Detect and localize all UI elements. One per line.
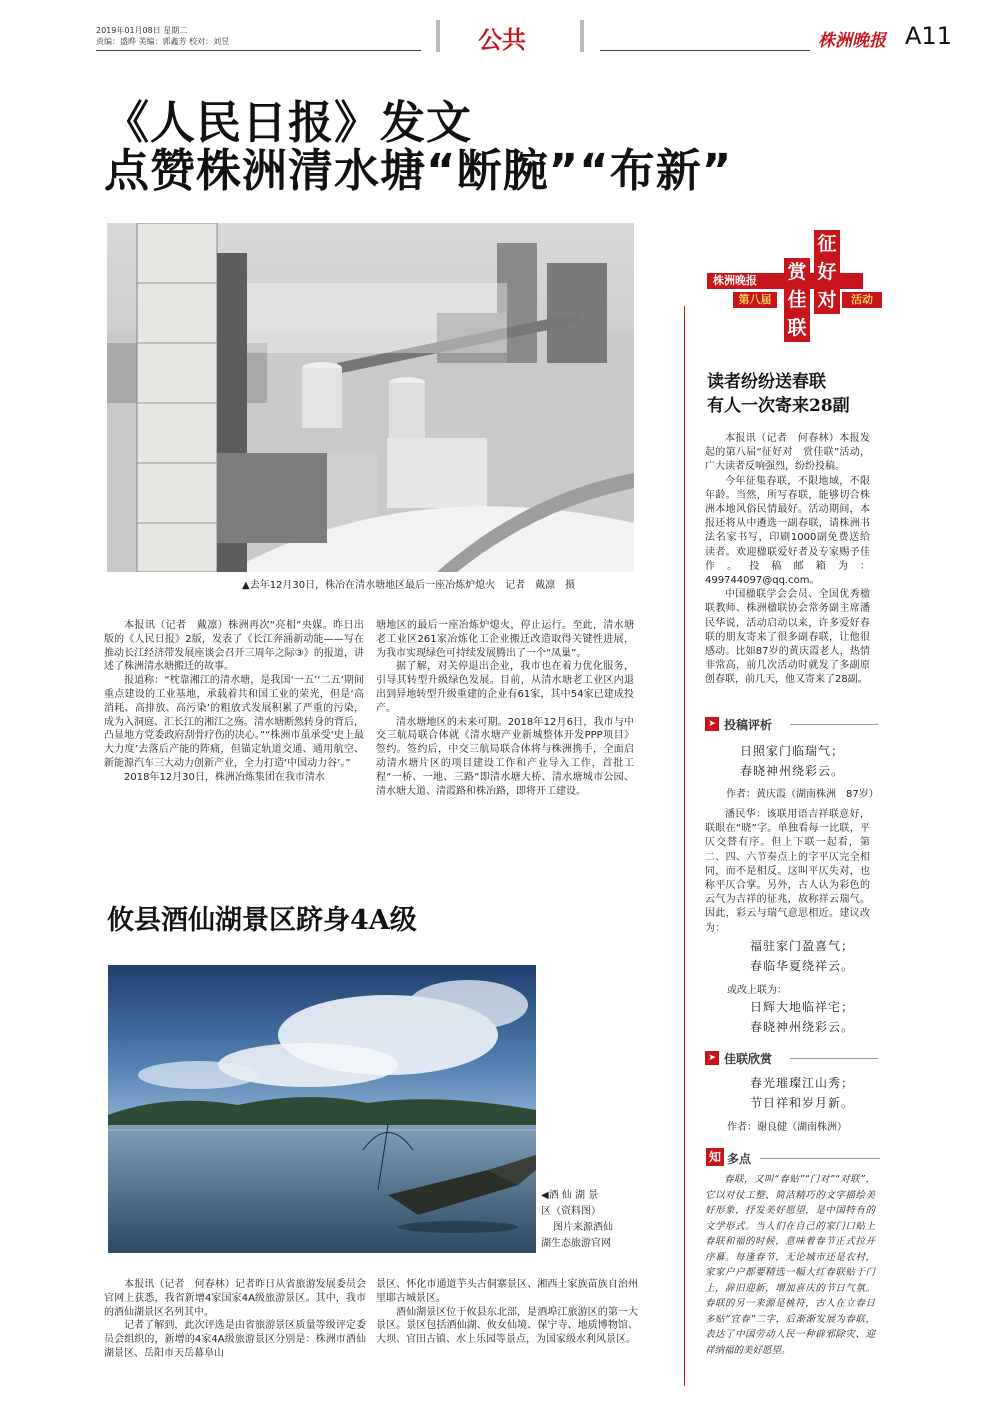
knowledge-rule xyxy=(760,1158,880,1159)
headline-line-1: 《人民日报》发文 xyxy=(104,96,473,149)
couplet-1-lower: 春晓神州绕彩云。 xyxy=(740,764,845,778)
couplet-4-lower: 节日祥和岁月新。 xyxy=(750,1096,855,1110)
campaign-seal-right xyxy=(814,230,840,314)
seal-char-5: 佳 xyxy=(787,289,807,311)
review-tag-label: 投稿评析 xyxy=(724,717,773,732)
lake-photo xyxy=(108,965,536,1253)
sidebar-headline-2: 有人一次寄来28副 xyxy=(707,396,850,416)
paper-logo: 株洲晚报 xyxy=(818,31,886,51)
review-text xyxy=(705,808,870,936)
article2-column-2 xyxy=(376,1278,638,1347)
campaign-banner-top: 株洲晚报 xyxy=(707,273,863,289)
couplet-1-author: 作者：黄庆霞（湖南株洲 87岁） xyxy=(726,789,879,800)
article2-col2-p1: 景区、怀化市通道芋头古侗寨景区、湘西土家族苗族自治州里耶古城景区。 xyxy=(376,1279,638,1304)
lake-caption-4: 湖生态旅游官网 xyxy=(541,1238,611,1249)
editor-credits: 责编：盛晔 美编：郭鑫芳 校对：刘昱 xyxy=(96,37,230,46)
seal-char-3: 对 xyxy=(817,289,837,311)
header-rule-left xyxy=(96,50,421,51)
knowledge-label: 多点 xyxy=(727,1152,752,1166)
article1-column-1 xyxy=(104,619,364,785)
article1-col1-p3: 2018年12月30日，株洲冶炼集团在我市清水 xyxy=(124,771,325,783)
article2-col1-p1: 本报讯（记者 何春林）记者昨日从省旅游发展委员会官网上获悉，我省新增4家国家4A级旅游景区。其中，我市的酒仙湖景区名列其中。 xyxy=(104,1279,366,1318)
article1-col2-p2: 据了解，对关停退出企业，我市也在着力优化服务，引导其转型升级绿色发展。目前，从清水塘老工业区内退出到异地转型升级重建的企业有61家，其中54家已建成投产。 xyxy=(376,661,634,714)
campaign-seal-left xyxy=(784,258,810,342)
article2-column-1 xyxy=(104,1278,366,1361)
sidebar-rule xyxy=(684,306,685,1386)
couplet-4-author: 作者：谢良健（湖南株洲） xyxy=(727,1122,847,1133)
sidebar-intro xyxy=(705,432,870,688)
arrow-icon: ➤ xyxy=(705,717,719,731)
couplet-3-lower: 春晓神州绕彩云。 xyxy=(750,1020,855,1034)
appreciate-tag-rule xyxy=(790,1058,878,1059)
smelter-photo-art xyxy=(107,223,634,572)
couplet-2-upper: 福驻家门盈喜气； xyxy=(750,939,855,953)
article2-headline: 攸县酒仙湖景区跻身4A级 xyxy=(107,905,417,936)
knowledge-text: 春联，又叫“春贴”“门对”“对联”，它以对仗工整、简洁精巧的文字描绘美好形象，抒发美好愿望，是中国特有的文学形式。当人们在自己的家门口贴上春联和福的时候，意味着春节正式拉开序幕。每逢春节，无论城市还是农村，家家户户都要精选一幅大红春联贴于门上，辞旧迎新，增加喜庆的节日气氛。春联的另一来源是桃符，古人在立春日多贴“宜春”二字，后渐渐发展为春联，表达了中国劳动人民一种辟邪除灾、迎祥纳福的美好愿望。 xyxy=(705,1174,875,1356)
appreciate-tag-label: 佳联欣赏 xyxy=(724,1051,773,1066)
review-tag-rule xyxy=(790,724,878,725)
issue-date: 2019年01月08日 星期二 xyxy=(96,26,188,35)
sidebar-headline-1: 读者纷纷送春联 xyxy=(707,372,826,392)
article1-col2-p1: 塘地区的最后一座冶炼炉熄火，停止运行。至此，清水塘老工业区261家冶炼化工企业搬迁改造取得关键性进展，为我市实现绿色可持续发展腾出了一个“凤巢”。 xyxy=(376,620,634,659)
page-number: A11 xyxy=(905,22,952,50)
couplet-1-upper: 日照家门临瑞气； xyxy=(740,744,845,758)
campaign-banner-edition: 第八届 xyxy=(733,292,777,308)
seal-char-6: 联 xyxy=(787,317,807,339)
couplet-2-lower: 春临华夏绕祥云。 xyxy=(750,959,855,973)
sidebar-intro-p3: 中国楹联学会会员、全国优秀楹联教师、株洲楹联协会常务副主席潘民华说，活动启动以来，许多爱好春联的朋友寄来了很多副春联，让他很感动。比如87岁的黄庆霞老人，热情非常高，前几次活动时就发了多副原创春联，前几天，他又寄来了28副。 xyxy=(705,589,870,686)
review-text-p1: 潘民华：该联用语吉祥联意好，联眼在“晓”字。单独看每一比联，平仄交替有序。但上下联一起看，第二、四、六节奏点上的字平仄完全相同，而不是相反。这叫平仄失对，也称平仄合掌。另外，古人认为彩色的云气为吉祥的征兆，故称祥云瑞气。因此，彩云与瑞气意思相近。建议改为： xyxy=(705,809,870,934)
arrow-icon: ➤ xyxy=(705,1051,719,1065)
seal-char-4: 赏 xyxy=(787,261,807,283)
couplet-4-upper: 春光璀璨江山秀； xyxy=(750,1076,855,1090)
sidebar-intro-p1: 本报讯（记者 何春林）本报发起的第八届“征好对 赏佳联”活动，广大读者反响强烈，纷纷投稿。 xyxy=(705,433,870,473)
lake-caption-2: 区（资料图） xyxy=(541,1206,601,1217)
lake-caption-3: 图片来源酒仙 xyxy=(553,1222,613,1233)
article1-col1-p2: 报道称：“枕靠湘江的清水塘，是我国‘一五’‘二五’期间重点建设的工业基地，承载着共和国工业的荣光，但是‘高消耗、高排放、高污染’的粗放式发展积累了严重的污染，成为入洞庭、汇长江的湘江之殇。清水塘断然转身的背后，凸显地方党委政府刮骨疗伤的决心。”“株洲市虽承受‘史上最大力度’去落后产能的阵痛，但锚定轨道交通、通用航空、新能源汽车三大动力创新产业，全力打造‘中国动力谷’。” xyxy=(104,675,364,769)
lake-caption-1: ◀酒 仙 湖 景 xyxy=(541,1190,599,1201)
header-divider-right xyxy=(580,20,584,52)
appreciate-tag xyxy=(705,1049,772,1067)
header-divider-left xyxy=(436,20,440,52)
review-tag xyxy=(705,715,772,733)
seal-char-1: 征 xyxy=(817,233,837,255)
knowledge-text-block xyxy=(705,1172,875,1358)
seal-char-2: 好 xyxy=(817,261,837,283)
knowledge-badge: 知 xyxy=(706,1148,724,1166)
article1-column-2 xyxy=(376,619,634,798)
article2-col1-p2: 记者了解到，此次评选是由省旅游景区质量等级评定委员会组织的，新增的4家4A级旅游景区分别是：株洲市酒仙湖景区、岳阳市天岳幕阜山 xyxy=(104,1320,366,1359)
campaign-banner-activity: 活动 xyxy=(842,292,882,308)
couplet-3-upper: 日辉大地临祥宅； xyxy=(750,1000,855,1014)
article2-col2-p2: 酒仙湖景区位于攸县东北部，是酒埠江旅游区的第一大景区。景区包括酒仙湖、攸女仙境、保宁寺、地质博物馆、大坝、官田古镇、水上乐园等景点，为国家级水利风景区。 xyxy=(376,1306,638,1346)
header-rule-right xyxy=(600,50,810,51)
sidebar-intro-p2: 今年征集春联，不限地域，不限年龄。当然，所写春联，能够切合株洲本地风俗民情最好。活动期间，本报还将从中遴选一副春联，请株洲书法名家书写，印刷1000副免费送给读者。欢迎楹联爱好者及专家赐予佳作。投稿邮箱为：499744097@qq.com。 xyxy=(705,475,870,587)
article1-col2-p3: 清水塘地区的未来可期。2018年12月6日，我市与中交三航局联合体就《清水塘产业新城整体开发PPP项目》签约。签约后，中交三航局联合体将与株洲携手，全面启动清水塘片区的项目建设工作和产业导入工作，首批工程“一桥、一地、三路”即清水塘大桥、清水塘城市公园、清水塘大道、清霞路和株冶路，即将开工建设。 xyxy=(376,716,634,797)
smelter-photo xyxy=(107,223,634,572)
article1-col1-p1: 本报讯（记者 戴凛）株洲再次“亮相”央媒。昨日出版的《人民日报》2版，发表了《长江奔涌新动能——写在推动长江经济带发展座谈会召开三周年之际③》的报道，讲述了株洲清水塘搬迁的故事。 xyxy=(104,620,364,673)
smelter-photo-caption: ▲去年12月30日，株冶在清水塘地区最后一座冶炼炉熄火 记者 戴凛 摄 xyxy=(242,580,576,591)
headline-line-2: 点赞株洲清水塘“断腕”“布新” xyxy=(104,144,733,197)
lake-photo-art xyxy=(108,965,536,1253)
section-name: 公共 xyxy=(478,25,526,54)
alternate-note: 或改上联为： xyxy=(727,985,787,996)
